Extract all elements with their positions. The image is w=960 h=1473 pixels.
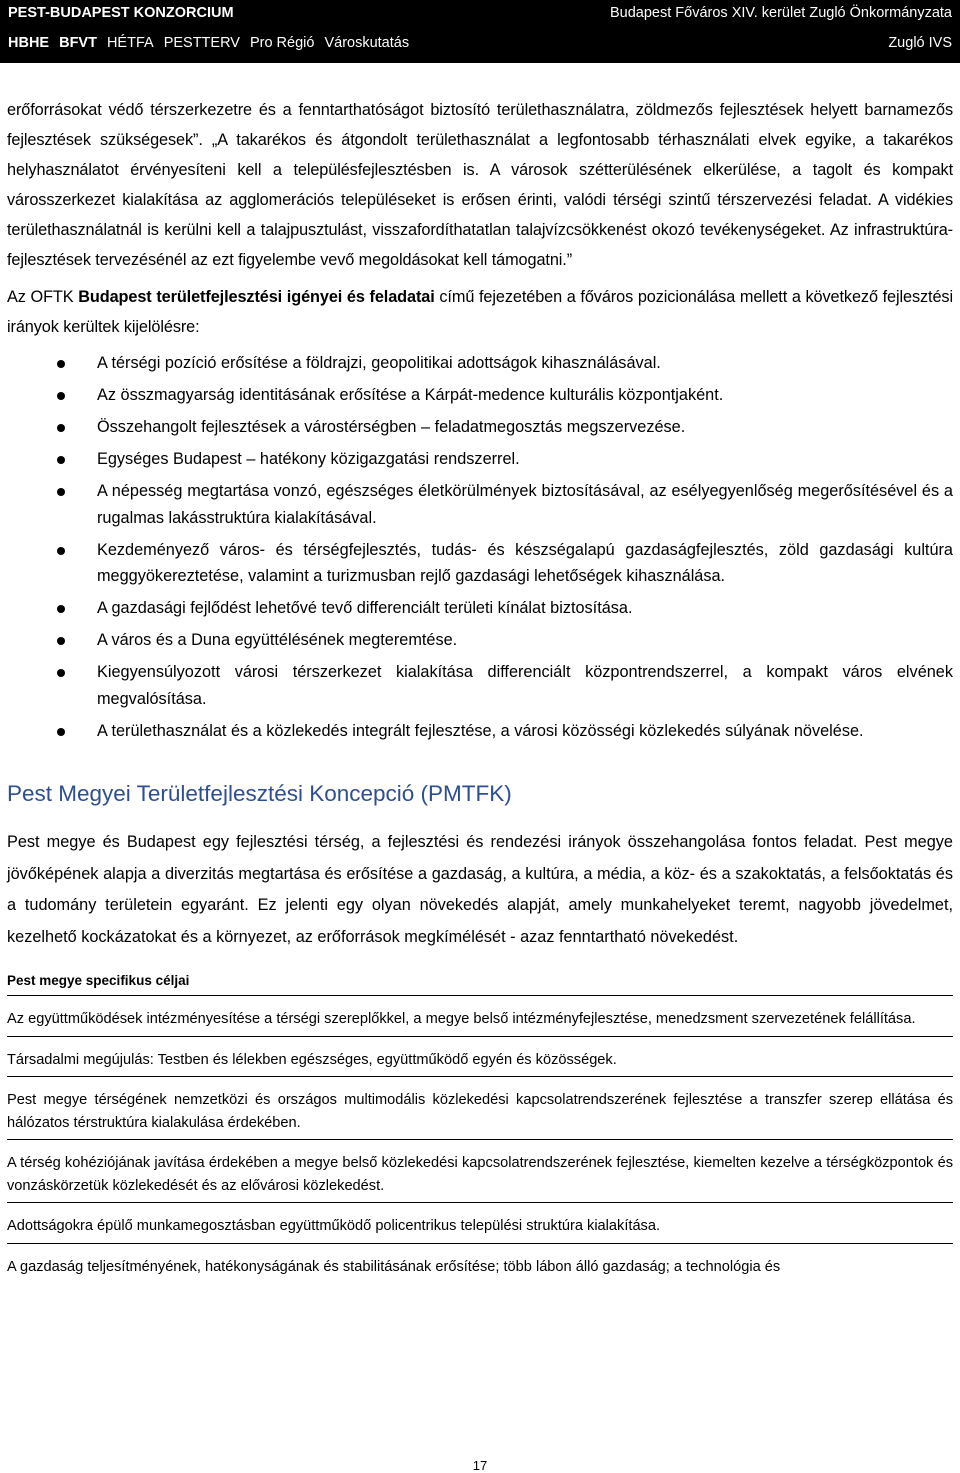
list-item: Az összmagyarság identitásának erősítése a Kárpát-medence kulturális központjaként. bbox=[7, 382, 953, 409]
header-row-top bbox=[8, 2, 952, 24]
table-row: Pest megye térségének nemzetközi és országos multimodális közlekedési kapcsolatrendszerének fejlesztése a transzfer szerep ellátása és hálózatos térstruktúra kialakulása érdekében. bbox=[7, 1077, 953, 1140]
client-name: Budapest Főváros XIV. kerület Zugló Önkormányzata bbox=[609, 5, 952, 21]
list-item: Kiegyensúlyozott városi térszerkezet kialakítása differenciált központrendszerrel, a kompakt város elvének megvalósítása. bbox=[7, 659, 953, 712]
list-item: A gazdasági fejlődést lehetővé tevő differenciált területi kínálat biztosítása. bbox=[7, 595, 953, 622]
partner-name: BFVT bbox=[59, 35, 97, 51]
body-paragraph bbox=[7, 282, 953, 342]
partner-list bbox=[8, 32, 409, 54]
table-row: A gazdaság teljesítményének, hatékonyságának és stabilitásának erősítése; több lábon álló gazdaság; a technológia és bbox=[7, 1258, 781, 1275]
section-heading: Pest Megyei Területfejlesztési Koncepció (PMTFK) bbox=[7, 781, 512, 806]
development-directions-list bbox=[7, 350, 953, 744]
table-row: Adottságokra épülő munkamegosztásban együttműködő policentrikus települési struktúra kialakítása. bbox=[7, 1203, 953, 1244]
document-name: Zugló IVS bbox=[888, 35, 952, 51]
table-row: A térség kohéziójának javítása érdekében a megye belső közlekedési kapcsolatrendszerének fejlesztése, kiemelten kezelve a térségközpontok és vonzáskörzetük közlekedését és az elővárosi közlekedést. bbox=[7, 1140, 953, 1203]
paragraph-text: Az OFTK bbox=[7, 288, 79, 306]
list-item: A területhasználat és a közlekedés integrált fejlesztése, a városi közösségi közlekedés súlyának növelése. bbox=[7, 718, 953, 745]
list-item: A népesség megtartása vonzó, egészséges életkörülmények biztosításával, az esélyegyenlőség megerősítésével és a rugalmas lakásstruktúra kialakításával. bbox=[7, 478, 953, 531]
list-item: Kezdeményező város- és térségfejlesztés, tudás- és készségalapú gazdaságfejlesztés, zöld gazdasági kultúra meggyökereztetése, valamint a turizmusban rejlő gazdasági lehetőségek kihasználása. bbox=[7, 537, 953, 590]
list-item: A város és a Duna együttélésének megteremtése. bbox=[7, 627, 953, 654]
body-paragraph: erőforrásokat védő térszerkezetre és a fenntarthatóságot biztosító területhasználatra, zöldmezős fejlesztések helyett barnamezős fejlesztések szükségesek”. „A takarékos és átgondolt területhasználat a legfontosabb térhasználati elvek egyike, a takarékos helyhasználatot érvényesíteni kell a településfejlesztésben is. A városok szétterülésének elkerülése, a tagolt és kompakt városszerkezet kialakítása az agglomerációs településeket is erősen érinti, valódi térségi szintű térszervezési feladat. A vidékies területhasználatnál is kerülni kell a talajpusztulást, visszafordíthatatlan talajvízcsökkenést okozó tevékenységeket. Az infrastruktúra-fejlesztések tervezésénél az ezt figyelembe vevő megoldásokat kell támogatni.” bbox=[7, 101, 953, 269]
paragraph-text: című fejezetében a főváros pozicionálása mellett a következő fejlesztési irányok kerültek kijelölésre: bbox=[7, 288, 953, 336]
list-item: Egységes Budapest – hatékony közigazgatási rendszerrel. bbox=[7, 446, 953, 473]
table-row: Társadalmi megújulás: Testben és lélekben egészséges, együttműködő egyén és közösségek. bbox=[7, 1037, 953, 1078]
list-item: A térségi pozíció erősítése a földrajzi, geopolitikai adottságok kihasználásával. bbox=[7, 350, 953, 377]
page-number: 17 bbox=[472, 1458, 488, 1473]
list-item: Összehangolt fejlesztések a várostérségben – feladatmegosztás megszervezése. bbox=[7, 414, 953, 441]
partner-name: PESTTERV bbox=[163, 35, 240, 51]
goals-table-title: Pest megye specifikus céljai bbox=[7, 972, 953, 996]
partner-name: Városkutatás bbox=[324, 35, 410, 51]
paragraph-bold-text: Budapest területfejlesztési igényei és feladatai bbox=[78, 288, 435, 306]
partner-name: HÉTFA bbox=[106, 35, 154, 51]
partner-name: HBHE bbox=[8, 35, 50, 51]
consortium-name: PEST-BUDAPEST KONZORCIUM bbox=[8, 5, 234, 21]
page-content bbox=[7, 95, 953, 1283]
table-row: Az együttműködések intézményesítése a térségi szereplőkkel, a megye belső intézményfejlesztése, menedzsment szervezetének felállítása. bbox=[7, 996, 953, 1037]
header-row-bottom bbox=[8, 32, 952, 54]
goals-table bbox=[7, 996, 953, 1283]
partner-name: Pro Régió bbox=[249, 35, 315, 51]
page-header bbox=[0, 0, 960, 63]
body-paragraph: Pest megye és Budapest egy fejlesztési térség, a fejlesztési és rendezési irányok összehangolása fontos feladat. Pest megye jövőképének alapja a diverzitás megtartása és erősítése a gazdaság, a kultúra, a média, a köz- és a szakoktatás, a felsőoktatás és a tudomány területein egyaránt. Ez jelenti egy olyan növekedés alapját, amely munkahelyeket teremt, nagyobb jövedelmet, kezelhető kockázatokat és a környezet, az erőforrások megkímélését - azaz fenntartható növekedést. bbox=[7, 833, 953, 946]
